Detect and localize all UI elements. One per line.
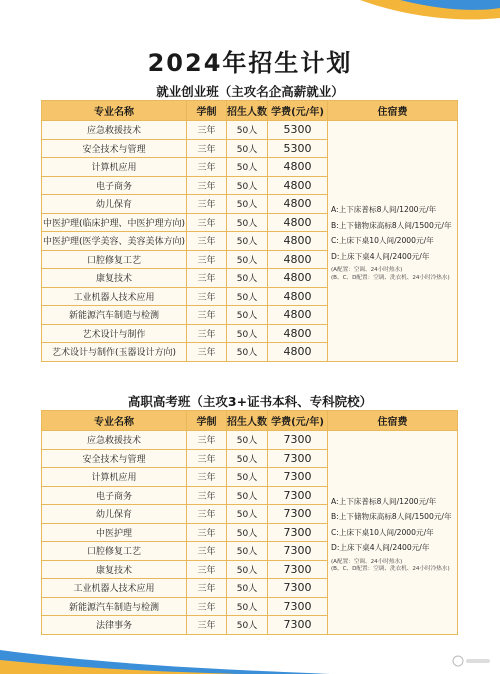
duration-cell: 三年 [187,324,227,343]
major-name-cell: 康复技术 [42,269,187,288]
tuition-cell: 4800 [268,287,328,306]
tuition-cell: 7300 [268,523,328,542]
lodging-option: A:上下床普标8人间/1200元/年 [331,496,437,506]
duration-cell: 三年 [187,139,227,158]
major-name-cell: 电子商务 [42,486,187,505]
duration-cell: 三年 [187,213,227,232]
section2-table [41,410,458,635]
enrollment-cell: 50人 [227,287,268,306]
tuition-cell: 7300 [268,449,328,468]
major-name-cell: 安全技术与管理 [42,139,187,158]
major-name-cell: 艺术设计与制作(玉器设计方向) [42,343,187,362]
lodging-option: B:上下储物床高标8人间/1500元/年 [331,220,452,230]
major-name-cell: 法律事务 [42,616,187,635]
duration-cell: 三年 [187,287,227,306]
enrollment-cell: 50人 [227,542,268,561]
enrollment-cell: 50人 [227,431,268,450]
section1-table [41,100,458,362]
col-lodging: 住宿费 [328,411,458,431]
duration-cell: 三年 [187,449,227,468]
lodging-option: A:上下床普标8人间/1200元/年 [331,205,437,215]
table-header-row [42,411,458,431]
duration-cell: 三年 [187,232,227,251]
major-name-cell: 中医护理 [42,523,187,542]
enrollment-cell: 50人 [227,343,268,362]
lodging-note: (A配置：空调、24小时热水) [331,558,403,565]
tuition-cell: 4800 [268,250,328,269]
enrollment-cell: 50人 [227,306,268,325]
duration-cell: 三年 [187,597,227,616]
col-tuition: 学费(元/年) [268,411,328,431]
duration-cell: 三年 [187,195,227,214]
tuition-cell: 4800 [268,343,328,362]
enrollment-cell: 50人 [227,523,268,542]
major-name-cell: 幼儿保育 [42,195,187,214]
tuition-cell: 4800 [268,269,328,288]
lodging-option: B:上下储物床高标8人间/1500元/年 [331,512,452,522]
duration-cell: 三年 [187,505,227,524]
major-name-cell: 计算机应用 [42,158,187,177]
page-title: 2024年招生计划 [147,49,353,77]
col-tuition: 学费(元/年) [268,101,328,121]
watermark-logo-icon [452,654,492,668]
duration-cell: 三年 [187,306,227,325]
enrollment-cell: 50人 [227,505,268,524]
major-name-cell: 新能源汽车制造与检测 [42,306,187,325]
enrollment-cell: 50人 [227,121,268,140]
duration-cell: 三年 [187,542,227,561]
major-name-cell: 工业机器人技术应用 [42,579,187,598]
major-name-cell: 应急救援技术 [42,121,187,140]
enrollment-cell: 50人 [227,158,268,177]
enrollment-cell: 50人 [227,250,268,269]
major-name-cell: 口腔修复工艺 [42,542,187,561]
lodging-option: D:上床下桌4人间/2400元/年 [331,543,430,553]
tuition-cell: 7300 [268,616,328,635]
major-name-cell: 中医护理(医学美容、美容美体方向) [42,232,187,251]
enrollment-cell: 50人 [227,616,268,635]
tuition-cell: 4800 [268,306,328,325]
enrollment-cell: 50人 [227,324,268,343]
major-name-cell: 幼儿保育 [42,505,187,524]
tuition-cell: 4800 [268,213,328,232]
col-major-name: 专业名称 [42,411,187,431]
tuition-cell: 7300 [268,542,328,561]
duration-cell: 三年 [187,486,227,505]
duration-cell: 三年 [187,431,227,450]
major-name-cell: 艺术设计与制作 [42,324,187,343]
duration-cell: 三年 [187,523,227,542]
major-name-cell: 计算机应用 [42,468,187,487]
duration-cell: 三年 [187,468,227,487]
enrollment-cell: 50人 [227,468,268,487]
major-name-cell: 工业机器人技术应用 [42,287,187,306]
major-name-cell: 中医护理(临床护理、中医护理方向) [42,213,187,232]
enrollment-cell: 50人 [227,176,268,195]
duration-cell: 三年 [187,343,227,362]
tuition-cell: 7300 [268,597,328,616]
lodging-fee-cell [328,431,458,635]
tuition-cell: 4800 [268,176,328,195]
major-name-cell: 康复技术 [42,560,187,579]
section1-title: 就业创业班（主攻名企高薪就业） [156,84,344,99]
tuition-cell: 7300 [268,431,328,450]
enrollment-cell: 50人 [227,579,268,598]
col-duration: 学制 [187,101,227,121]
table-row [42,431,458,450]
tuition-cell: 7300 [268,468,328,487]
top-right-decoration [250,0,500,36]
col-major-name: 专业名称 [42,101,187,121]
enrollment-cell: 50人 [227,139,268,158]
bottom-decoration [0,644,500,674]
enrollment-cell: 50人 [227,597,268,616]
tuition-cell: 7300 [268,560,328,579]
tuition-cell: 4800 [268,158,328,177]
lodging-note: (B、C、D配置：空调、洗衣机、24小时冷热水) [331,274,450,281]
enrollment-cell: 50人 [227,449,268,468]
major-name-cell: 安全技术与管理 [42,449,187,468]
lodging-option: D:上床下桌4人间/2400元/年 [331,251,430,261]
tuition-cell: 5300 [268,121,328,140]
enrollment-cell: 50人 [227,486,268,505]
lodging-note: (A配置：空调、24小时热水) [331,267,403,274]
duration-cell: 三年 [187,579,227,598]
tuition-cell: 7300 [268,579,328,598]
duration-cell: 三年 [187,250,227,269]
duration-cell: 三年 [187,269,227,288]
duration-cell: 三年 [187,176,227,195]
table-row [42,121,458,140]
tuition-cell: 4800 [268,195,328,214]
col-duration: 学制 [187,411,227,431]
tuition-cell: 5300 [268,139,328,158]
lodging-note: (B、C、D配置：空调、洗衣机、24小时冷热水) [331,566,450,573]
major-name-cell: 口腔修复工艺 [42,250,187,269]
section2-title: 高职高考班（主攻3+证书本科、专科院校） [127,394,373,409]
enrollment-cell: 50人 [227,269,268,288]
enrollment-cell: 50人 [227,560,268,579]
lodging-option: C:上床下桌10人间/2000元/年 [331,527,434,537]
lodging-fee-cell [328,121,458,362]
tuition-cell: 7300 [268,486,328,505]
lodging-option: C:上床下桌10人间/2000元/年 [331,236,434,246]
col-lodging: 住宿费 [328,101,458,121]
enrollment-cell: 50人 [227,213,268,232]
major-name-cell: 新能源汽车制造与检测 [42,597,187,616]
tuition-cell: 4800 [268,324,328,343]
duration-cell: 三年 [187,616,227,635]
duration-cell: 三年 [187,560,227,579]
table-header-row [42,101,458,121]
enrollment-cell: 50人 [227,232,268,251]
major-name-cell: 应急救援技术 [42,431,187,450]
tuition-cell: 4800 [268,232,328,251]
col-enrollment: 招生人数 [227,101,268,121]
duration-cell: 三年 [187,158,227,177]
major-name-cell: 电子商务 [42,176,187,195]
enrollment-cell: 50人 [227,195,268,214]
tuition-cell: 7300 [268,505,328,524]
col-enrollment: 招生人数 [227,411,268,431]
duration-cell: 三年 [187,121,227,140]
